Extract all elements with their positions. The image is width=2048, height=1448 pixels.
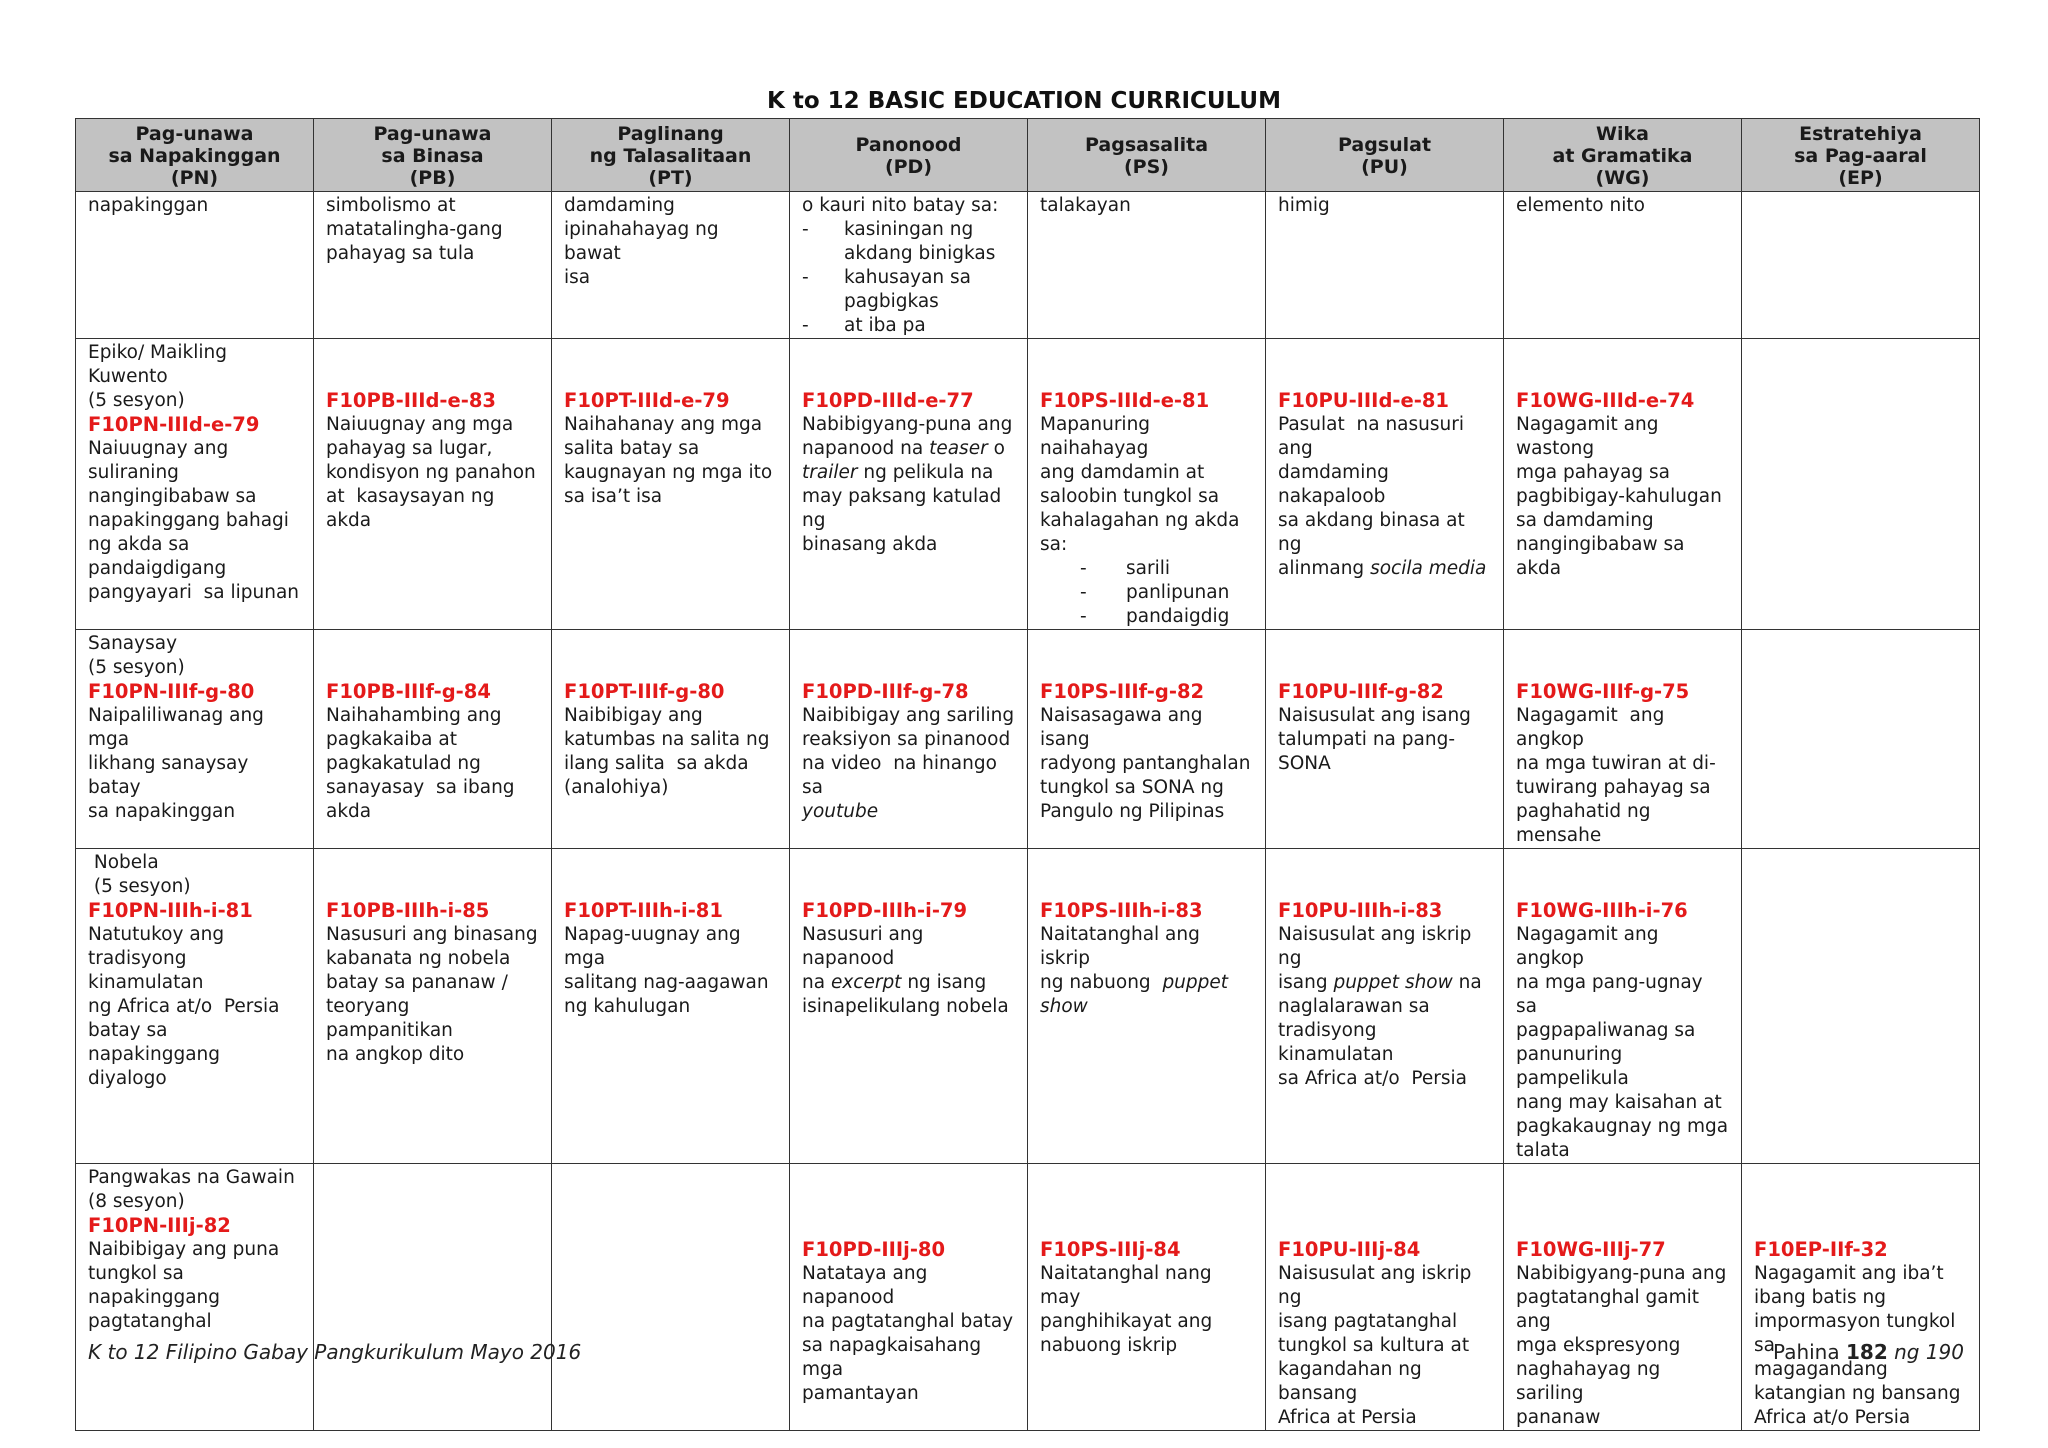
cell-pb: F10PB-IIIf-g-84 Naihahambing ang pagkakaiba at pagkakatulad ng sanayasay sa ibang akda xyxy=(314,630,552,849)
competency-code: F10PS-IIIj-84 xyxy=(1040,1238,1181,1261)
competency-code: F10PU-IIId-e-81 xyxy=(1278,389,1449,412)
cell-pb: F10PB-IIId-e-83 Naiuugnay ang mga pahayag sa lugar, kondisyon ng panahon at kasaysayan ng akda xyxy=(314,339,552,630)
table-row xyxy=(76,192,1980,339)
cell-ps: F10PS-IIIf-g-82 Naisasagawa ang isang radyong pantanghalan tungkol sa SONA ng Pangulo ng Pilipinas xyxy=(1028,630,1266,849)
cell-pd: F10PD-IIIj-80 Natataya ang napanood na pagtatanghal batay sa napagkaisahang mga pamantayan xyxy=(790,1164,1028,1431)
dash-item: - at iba pa xyxy=(802,315,926,336)
cell-pd: F10PD-IIId-e-77 Nabibigyang-puna ang napanood na teaser o trailer ng pelikula na may paksang katulad ng binasang akda xyxy=(790,339,1028,630)
document-title: K to 12 BASIC EDUCATION CURRICULUM xyxy=(767,88,1281,114)
page-total: ng 190 xyxy=(1894,1340,1964,1364)
column-header-pt: Paglinang ng Talasalitaan (PT) xyxy=(552,119,790,192)
competency-code: F10PN-IIId-e-79 xyxy=(88,413,260,436)
cell-pu: F10PU-IIIh-i-83 Naisusulat ang iskrip ng isang puppet show na naglalarawan sa tradisyong kinamulatan sa Africa at/o Persia xyxy=(1266,849,1504,1164)
competency-code: F10PU-IIIh-i-83 xyxy=(1278,899,1443,922)
footer-page-number xyxy=(1773,1340,1964,1364)
cell-wg: elemento nito xyxy=(1504,192,1742,339)
cell-ep xyxy=(1742,630,1980,849)
dash-item: - pandaigdig xyxy=(1080,606,1230,627)
competency-code: F10PT-IIId-e-79 xyxy=(564,389,730,412)
cell-ps: F10PS-IIIh-i-83 Naitatanghal ang iskrip ng nabuong puppet show xyxy=(1028,849,1266,1164)
table-row xyxy=(76,339,1980,630)
competency-code: F10PU-IIIj-84 xyxy=(1278,1238,1421,1261)
column-header-pb: Pag-unawa sa Binasa (PB) xyxy=(314,119,552,192)
column-header-pd: Panonood (PD) xyxy=(790,119,1028,192)
competency-code: F10PD-IIIh-i-79 xyxy=(802,899,968,922)
cell-pu: F10PU-IIIj-84 Naisusulat ang iskrip ng isang pagtatanghal tungkol sa kultura at kagandahan ng bansang Africa at Persia xyxy=(1266,1164,1504,1431)
dash-item: - kasiningan ng akdang binigkas xyxy=(802,219,996,264)
cell-pt: F10PT-IIIh-i-81 Napag-uugnay ang mga salitang nag-aagawan ng kahulugan xyxy=(552,849,790,1164)
cell-pd: F10PD-IIIf-g-78 Naibibigay ang sariling reaksiyon sa pinanood na video na hinango sa youtube xyxy=(790,630,1028,849)
competency-code: F10WG-IIIj-77 xyxy=(1516,1238,1666,1261)
table-row xyxy=(76,1164,1980,1431)
competency-code: F10WG-IIId-e-74 xyxy=(1516,389,1695,412)
competency-code: F10WG-IIIf-g-75 xyxy=(1516,680,1690,703)
table-header-row xyxy=(76,119,1980,192)
cell-pn: Epiko/ Maikling Kuwento (5 sesyon) F10PN-IIId-e-79 Naiuugnay ang suliraning nangingibabaw sa napakinggang bahagi ng akda sa pandaigdigang pangyayari sa lipunan xyxy=(76,339,314,630)
cell-ps: F10PS-IIId-e-81 Mapanuring naihahayag ang damdamin at saloobin tungkol sa kahalagahan ng akda sa: - sarili - panlipunan - pandaigdig xyxy=(1028,339,1266,630)
table-row xyxy=(76,630,1980,849)
cell-pt xyxy=(552,1164,790,1431)
dash-item: - sarili xyxy=(1080,558,1171,579)
column-header-pu: Pagsulat (PU) xyxy=(1266,119,1504,192)
cell-ep xyxy=(1742,849,1980,1164)
column-header-pn: Pag-unawa sa Napakinggan (PN) xyxy=(76,119,314,192)
competency-code: F10PT-IIIf-g-80 xyxy=(564,680,725,703)
cell-pt: F10PT-IIId-e-79 Naihahanay ang mga salita batay sa kaugnayan ng mga ito sa isa’t isa xyxy=(552,339,790,630)
cell-pd xyxy=(790,192,1028,339)
cell-pu: F10PU-IIIf-g-82 Naisusulat ang isang talumpati na pang- SONA xyxy=(1266,630,1504,849)
page-word: Pahina xyxy=(1773,1340,1840,1364)
column-header-ep: Estratehiya sa Pag-aaral (EP) xyxy=(1742,119,1980,192)
competency-code: F10PN-IIIf-g-80 xyxy=(88,680,255,703)
curriculum-table xyxy=(75,118,1980,1431)
cell-pn: Pangwakas na Gawain (8 sesyon) F10PN-IIIj-82 Naibibigay ang puna tungkol sa napakinggang pagtatanghal xyxy=(76,1164,314,1431)
cell-wg: F10WG-IIIf-g-75 Nagagamit ang angkop na mga tuwiran at di- tuwirang pahayag sa paghahatid ng mensahe xyxy=(1504,630,1742,849)
cell-pt: damdaming ipinahahayag ng bawat isa xyxy=(552,192,790,339)
competency-code: F10PB-IIIf-g-84 xyxy=(326,680,491,703)
bullet-item: o kauri nito batay sa: xyxy=(802,195,999,216)
competency-code: F10PT-IIIh-i-81 xyxy=(564,899,723,922)
competency-code: F10PN-IIIj-82 xyxy=(88,1214,231,1237)
competency-code: F10EP-IIf-32 xyxy=(1754,1238,1888,1261)
cell-pb xyxy=(314,1164,552,1431)
competency-code: F10PS-IIIh-i-83 xyxy=(1040,899,1203,922)
competency-code: F10PU-IIIf-g-82 xyxy=(1278,680,1444,703)
cell-pb: F10PB-IIIh-i-85 Nasusuri ang binasang kabanata ng nobela batay sa pananaw / teoryang pampanitikan na angkop dito xyxy=(314,849,552,1164)
competency-code: F10PB-IIIh-i-85 xyxy=(326,899,490,922)
cell-pu: F10PU-IIId-e-81 Pasulat na nasusuri ang damdaming nakapaloob sa akdang binasa at ng alinmang socila media xyxy=(1266,339,1504,630)
competency-code: F10PS-IIIf-g-82 xyxy=(1040,680,1205,703)
cell-pn: Nobela (5 sesyon) F10PN-IIIh-i-81 Natutukoy ang tradisyong kinamulatan ng Africa at/o Persia batay sa napakinggang diyalogo xyxy=(76,849,314,1164)
cell-pn: napakinggan xyxy=(76,192,314,339)
page-num: 182 xyxy=(1845,1340,1888,1364)
cell-pb: simbolismo at matatalingha-gang pahayag sa tula xyxy=(314,192,552,339)
table-row xyxy=(76,849,1980,1164)
cell-pn: Sanaysay (5 sesyon) F10PN-IIIf-g-80 Naipaliliwanag ang mga likhang sanaysay batay sa napakinggan xyxy=(76,630,314,849)
competency-code: F10PS-IIId-e-81 xyxy=(1040,389,1210,412)
dash-item: - panlipunan xyxy=(1080,582,1230,603)
cell-wg: F10WG-IIId-e-74 Nagagamit ang wastong mga pahayag sa pagbibigay-kahulugan sa damdaming nangingibabaw sa akda xyxy=(1504,339,1742,630)
cell-pu: himig xyxy=(1266,192,1504,339)
competency-code: F10PD-IIIj-80 xyxy=(802,1238,946,1261)
cell-ps: talakayan xyxy=(1028,192,1266,339)
cell-ep: F10EP-IIf-32 Nagagamit ang iba’t ibang batis ng impormasyon tungkol sa magagandang katangian ng bansang Africa at/o Persia xyxy=(1742,1164,1980,1431)
cell-ps: F10PS-IIIj-84 Naitatanghal nang may panghihikayat ang nabuong iskrip xyxy=(1028,1164,1266,1431)
competency-code: F10PD-IIId-e-77 xyxy=(802,389,974,412)
cell-pt: F10PT-IIIf-g-80 Naibibigay ang katumbas na salita ng ilang salita sa akda (analohiya) xyxy=(552,630,790,849)
cell-wg: F10WG-IIIh-i-76 Nagagamit ang angkop na mga pang-ugnay sa pagpapaliwanag sa panunuring pampelikula nang may kaisahan at pagkakaugnay ng mga talata xyxy=(1504,849,1742,1164)
cell-pd: F10PD-IIIh-i-79 Nasusuri ang napanood na excerpt ng isang isinapelikulang nobela xyxy=(790,849,1028,1164)
column-header-ps: Pagsasalita (PS) xyxy=(1028,119,1266,192)
competency-code: F10PB-IIId-e-83 xyxy=(326,389,496,412)
cell-wg: F10WG-IIIj-77 Nabibigyang-puna ang pagtatanghal gamit ang mga ekspresyong naghahayag ng sariling pananaw xyxy=(1504,1164,1742,1431)
cell-ep xyxy=(1742,192,1980,339)
competency-code: F10WG-IIIh-i-76 xyxy=(1516,899,1688,922)
competency-code: F10PN-IIIh-i-81 xyxy=(88,899,253,922)
cell-ep xyxy=(1742,339,1980,630)
column-header-wg: Wika at Gramatika (WG) xyxy=(1504,119,1742,192)
footer-document-name: K to 12 Filipino Gabay Pangkurikulum Mayo 2016 xyxy=(88,1340,582,1364)
dash-item: - kahusayan sa pagbigkas xyxy=(802,267,972,312)
competency-code: F10PD-IIIf-g-78 xyxy=(802,680,969,703)
